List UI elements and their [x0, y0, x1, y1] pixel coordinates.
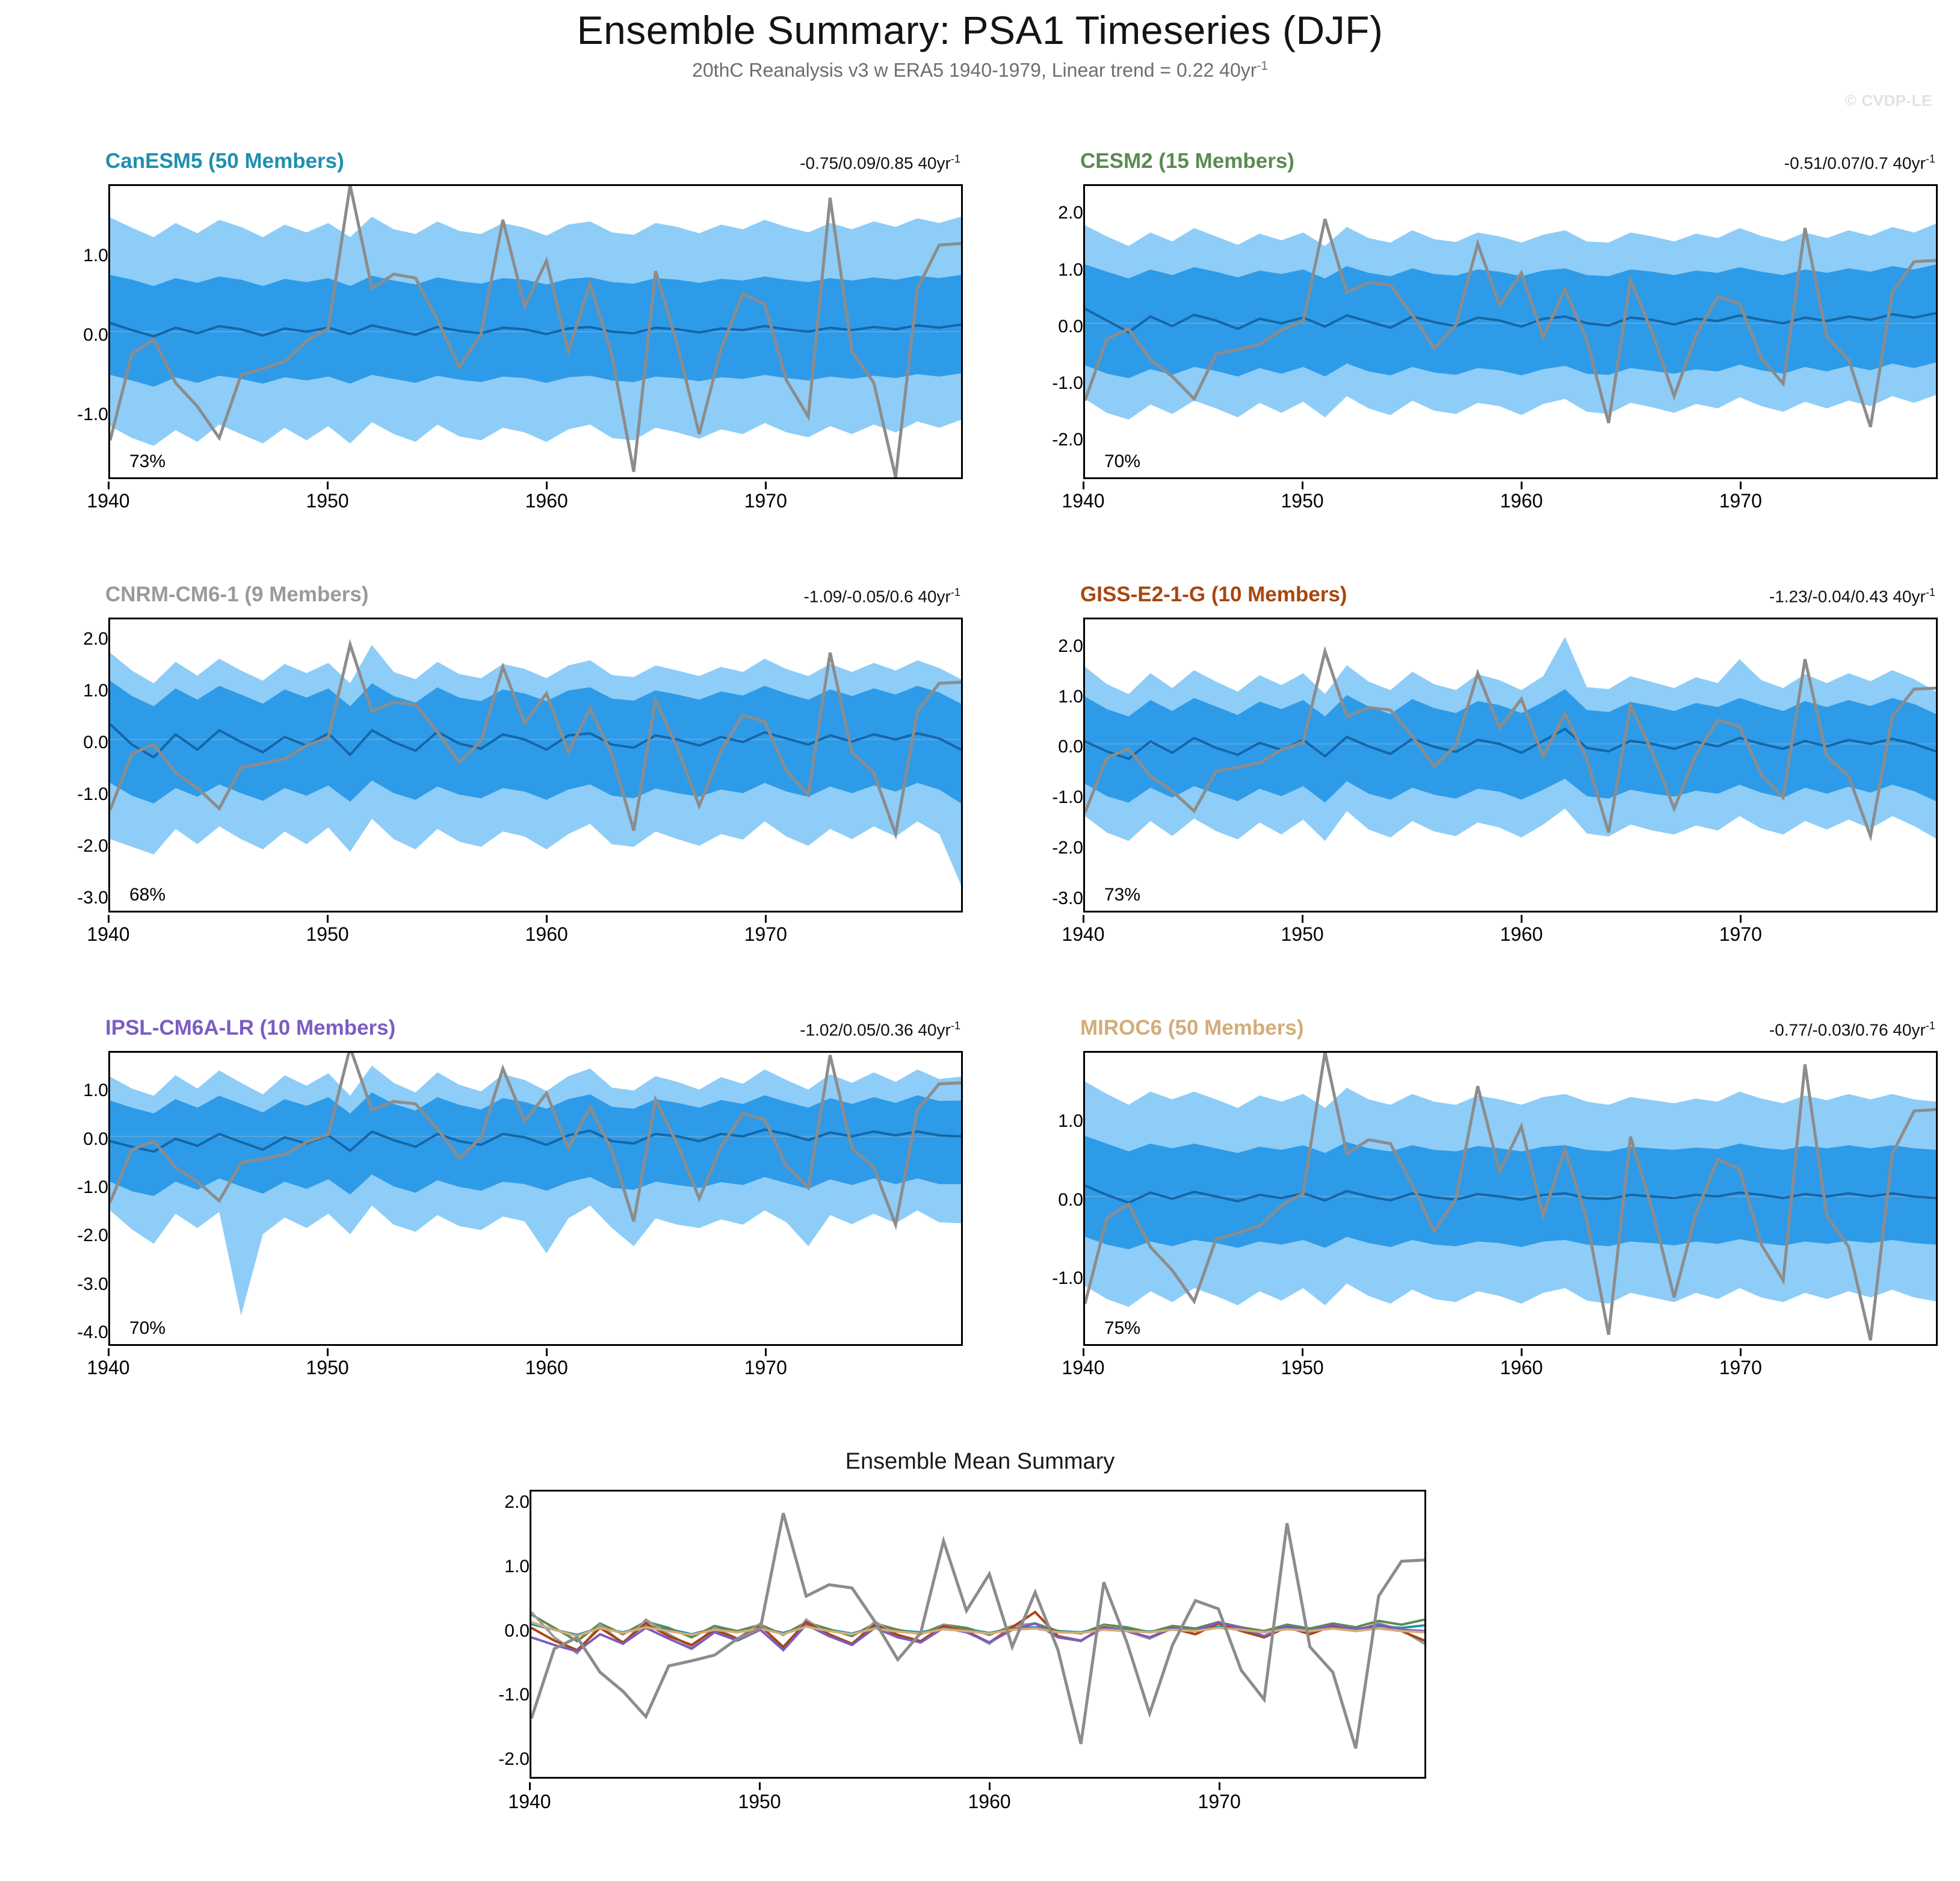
- x-tick-mark: [108, 482, 110, 489]
- percent-in-range-miroc6: 75%: [1104, 1318, 1141, 1338]
- x-tick-mark: [1740, 482, 1742, 489]
- x-tick-label: 1940: [87, 1357, 130, 1378]
- y-axis-cesm2: [999, 184, 1083, 479]
- y-tick-label: 1.0: [83, 1080, 108, 1101]
- y-tick-label: 2.0: [1058, 203, 1083, 223]
- summary-y-tick-label: 1.0: [504, 1557, 530, 1576]
- y-tick-label: -2.0: [1052, 430, 1083, 450]
- y-tick-label: 1.0: [1058, 686, 1083, 707]
- x-axis-giss-e2-1-g: [1062, 915, 1938, 951]
- trend-label-giss-e2-1-g: -1.23/-0.04/0.43 $40yr^{-1}$: [1769, 586, 1935, 606]
- panel-header-giss-e2-1-g: [999, 579, 1956, 614]
- y-tick-label: 2.0: [83, 629, 108, 649]
- x-axis-cesm2: [1062, 482, 1938, 518]
- y-tick-label: 0.0: [83, 325, 108, 345]
- x-tick-label: 1950: [1281, 490, 1324, 512]
- y-tick-label: -3.0: [77, 887, 108, 908]
- y-tick-label: 0.0: [83, 1129, 108, 1149]
- y-tick-label: 2.0: [1058, 636, 1083, 656]
- panel-header-miroc6: [999, 1012, 1956, 1047]
- summary-x-tick-mark: [989, 1782, 991, 1790]
- x-tick-label: 1970: [1719, 1357, 1762, 1378]
- model-label-cesm2: CESM2 (15 Members): [1080, 149, 1294, 173]
- plot-area-giss-e2-1-g: [1083, 618, 1938, 913]
- page-subtitle-text: 20thC Reanalysis v3 w ERA5 1940-1979, Linear trend = 0.22 40yr: [692, 59, 1257, 81]
- trend-label-cnrm-cm6-1: -1.09/-0.05/0.6 $40yr^{-1}$: [803, 586, 960, 606]
- x-tick-label: 1970: [744, 1357, 787, 1378]
- plot-wrap-canesm5: [24, 181, 981, 566]
- summary-y-tick-label: 0.0: [504, 1620, 530, 1641]
- x-tick-label: 1950: [1281, 923, 1324, 945]
- panel-header-canesm5: [24, 146, 981, 181]
- x-axis-ipsl-cm6a-lr: [87, 1348, 963, 1384]
- y-tick-label: 0.0: [1058, 316, 1083, 336]
- x-tick-label: 1960: [1500, 1357, 1543, 1378]
- plot-area-cnrm-cm6-1: [108, 618, 963, 913]
- x-axis-miroc6: [1062, 1348, 1938, 1384]
- x-tick-mark: [108, 915, 110, 923]
- plot-area-canesm5: [108, 184, 963, 479]
- x-tick-mark: [546, 1348, 548, 1356]
- summary-y-tick-label: -2.0: [498, 1749, 530, 1769]
- y-tick-label: 1.0: [1058, 1111, 1083, 1132]
- y-axis-miroc6: [999, 1051, 1083, 1346]
- y-tick-label: -1.0: [1052, 1268, 1083, 1289]
- y-tick-label: -1.0: [77, 404, 108, 425]
- cvdp-watermark: © CVDP-LE: [1845, 91, 1932, 110]
- percent-in-range-cnrm-cm6-1: 68%: [129, 885, 166, 905]
- summary-x-tick-label: 1940: [508, 1791, 551, 1812]
- y-axis-giss-e2-1-g: [999, 618, 1083, 913]
- percent-in-range-giss-e2-1-g: 73%: [1104, 885, 1141, 905]
- percent-in-range-ipsl-cm6a-lr: 70%: [129, 1318, 166, 1338]
- summary-x-tick-label: 1970: [1198, 1791, 1241, 1812]
- summary-x-axis: [508, 1782, 1426, 1818]
- y-axis-canesm5: [24, 184, 108, 479]
- summary-x-tick-mark: [529, 1782, 531, 1790]
- x-tick-label: 1950: [306, 490, 349, 512]
- model-label-giss-e2-1-g: GISS-E2-1-G (10 Members): [1080, 583, 1347, 606]
- x-axis-canesm5: [87, 482, 963, 518]
- y-tick-label: 1.0: [83, 245, 108, 265]
- trend-label-canesm5: -0.75/0.09/0.85 $40yr^{-1}$: [800, 153, 960, 173]
- x-tick-label: 1960: [525, 923, 568, 945]
- percent-in-range-cesm2: 70%: [1104, 451, 1141, 471]
- page-subtitle: [0, 59, 1960, 82]
- x-tick-label: 1940: [1062, 923, 1105, 945]
- y-tick-label: 0.0: [83, 733, 108, 753]
- x-tick-mark: [1740, 1348, 1742, 1356]
- x-tick-label: 1970: [744, 490, 787, 512]
- y-tick-label: 0.0: [1058, 1189, 1083, 1210]
- x-tick-label: 1950: [306, 923, 349, 945]
- plot-area-ipsl-cm6a-lr: [108, 1051, 963, 1346]
- trend-label-ipsl-cm6a-lr: -1.02/0.05/0.36 $40yr^{-1}$: [800, 1020, 960, 1040]
- percent-in-range-canesm5: 73%: [129, 451, 166, 471]
- plot-wrap-miroc6: [999, 1047, 1956, 1433]
- panel-miroc6: [999, 1012, 1956, 1446]
- y-tick-label: -1.0: [77, 1177, 108, 1197]
- summary-x-tick-label: 1950: [738, 1791, 781, 1812]
- y-tick-label: -3.0: [1052, 888, 1083, 908]
- x-tick-label: 1950: [1281, 1357, 1324, 1378]
- panel-giss-e2-1-g: [999, 579, 1956, 1012]
- x-tick-mark: [1302, 915, 1303, 923]
- x-tick-mark: [765, 482, 767, 489]
- panel-canesm5: [24, 146, 981, 579]
- model-label-canesm5: CanESM5 (50 Members): [105, 149, 344, 173]
- x-tick-label: 1940: [1062, 1357, 1105, 1378]
- y-tick-label: -2.0: [1052, 837, 1083, 858]
- trend-label-miroc6: -0.77/-0.03/0.76 $40yr^{-1}$: [1769, 1020, 1935, 1040]
- x-tick-mark: [1083, 915, 1084, 923]
- x-tick-label: 1970: [744, 923, 787, 945]
- y-tick-label: -3.0: [77, 1274, 108, 1294]
- x-tick-mark: [327, 1348, 329, 1356]
- y-tick-label: -1.0: [1052, 787, 1083, 808]
- x-tick-label: 1970: [1719, 490, 1762, 512]
- y-axis-cnrm-cm6-1: [24, 618, 108, 913]
- panel-ipsl-cm6a-lr: [24, 1012, 981, 1446]
- y-tick-label: 0.0: [1058, 737, 1083, 757]
- summary-y-tick-label: 2.0: [504, 1492, 530, 1513]
- y-axis-ipsl-cm6a-lr: [24, 1051, 108, 1346]
- plot-area-cesm2: [1083, 184, 1938, 479]
- x-tick-label: 1940: [87, 923, 130, 945]
- x-tick-label: 1940: [87, 490, 130, 512]
- model-label-ipsl-cm6a-lr: IPSL-CM6A-LR (10 Members): [105, 1016, 396, 1040]
- page-subtitle-exponent: -1: [1257, 59, 1268, 73]
- y-tick-label: -2.0: [77, 1226, 108, 1246]
- panel-header-ipsl-cm6a-lr: [24, 1012, 981, 1047]
- page-title: Ensemble Summary: PSA1 Timeseries (DJF): [577, 8, 1383, 52]
- x-tick-label: 1960: [525, 1357, 568, 1378]
- x-tick-mark: [546, 482, 548, 489]
- panel-cnrm-cm6-1: [24, 579, 981, 1012]
- summary-plot-area: [530, 1490, 1426, 1779]
- plot-wrap-cnrm-cm6-1: [24, 614, 981, 999]
- x-tick-mark: [327, 482, 329, 489]
- y-tick-label: -1.0: [77, 784, 108, 804]
- trend-label-cesm2: -0.51/0.07/0.7 $40yr^{-1}$: [1784, 153, 1935, 173]
- y-tick-label: -1.0: [1052, 373, 1083, 394]
- panel-header-cesm2: [999, 146, 1956, 181]
- x-tick-mark: [1521, 1348, 1523, 1356]
- x-tick-mark: [765, 915, 767, 923]
- x-tick-mark: [327, 915, 329, 923]
- x-tick-mark: [546, 915, 548, 923]
- x-tick-label: 1950: [306, 1357, 349, 1378]
- plot-wrap-cesm2: [999, 181, 1956, 566]
- x-axis-cnrm-cm6-1: [87, 915, 963, 951]
- x-tick-mark: [1302, 482, 1303, 489]
- x-tick-mark: [1083, 482, 1084, 489]
- y-tick-label: 1.0: [83, 681, 108, 701]
- x-tick-label: 1960: [1500, 923, 1543, 945]
- plot-wrap-ipsl-cm6a-lr: [24, 1047, 981, 1433]
- x-tick-label: 1940: [1062, 490, 1105, 512]
- summary-x-tick-label: 1960: [968, 1791, 1011, 1812]
- model-label-cnrm-cm6-1: CNRM-CM6-1 (9 Members): [105, 583, 369, 606]
- summary-panel: [0, 1449, 1960, 1870]
- x-tick-mark: [1083, 1348, 1084, 1356]
- summary-title: Ensemble Mean Summary: [845, 1449, 1115, 1474]
- x-tick-mark: [1521, 482, 1523, 489]
- y-tick-label: -2.0: [77, 835, 108, 856]
- x-tick-label: 1960: [525, 490, 568, 512]
- x-tick-label: 1960: [1500, 490, 1543, 512]
- y-tick-label: 1.0: [1058, 259, 1083, 280]
- plot-wrap-giss-e2-1-g: [999, 614, 1956, 999]
- x-tick-mark: [765, 1348, 767, 1356]
- summary-x-tick-mark: [759, 1782, 761, 1790]
- y-tick-label: -4.0: [77, 1322, 108, 1342]
- x-tick-mark: [1302, 1348, 1303, 1356]
- summary-x-tick-mark: [1219, 1782, 1220, 1790]
- panel-cesm2: [999, 146, 1956, 579]
- model-label-miroc6: MIROC6 (50 Members): [1080, 1016, 1304, 1040]
- x-tick-label: 1970: [1719, 923, 1762, 945]
- x-tick-mark: [1521, 915, 1523, 923]
- x-tick-mark: [1740, 915, 1742, 923]
- summary-y-tick-label: -1.0: [498, 1685, 530, 1705]
- panel-header-cnrm-cm6-1: [24, 579, 981, 614]
- plot-area-miroc6: [1083, 1051, 1938, 1346]
- summary-y-axis: [445, 1490, 530, 1779]
- x-tick-mark: [108, 1348, 110, 1356]
